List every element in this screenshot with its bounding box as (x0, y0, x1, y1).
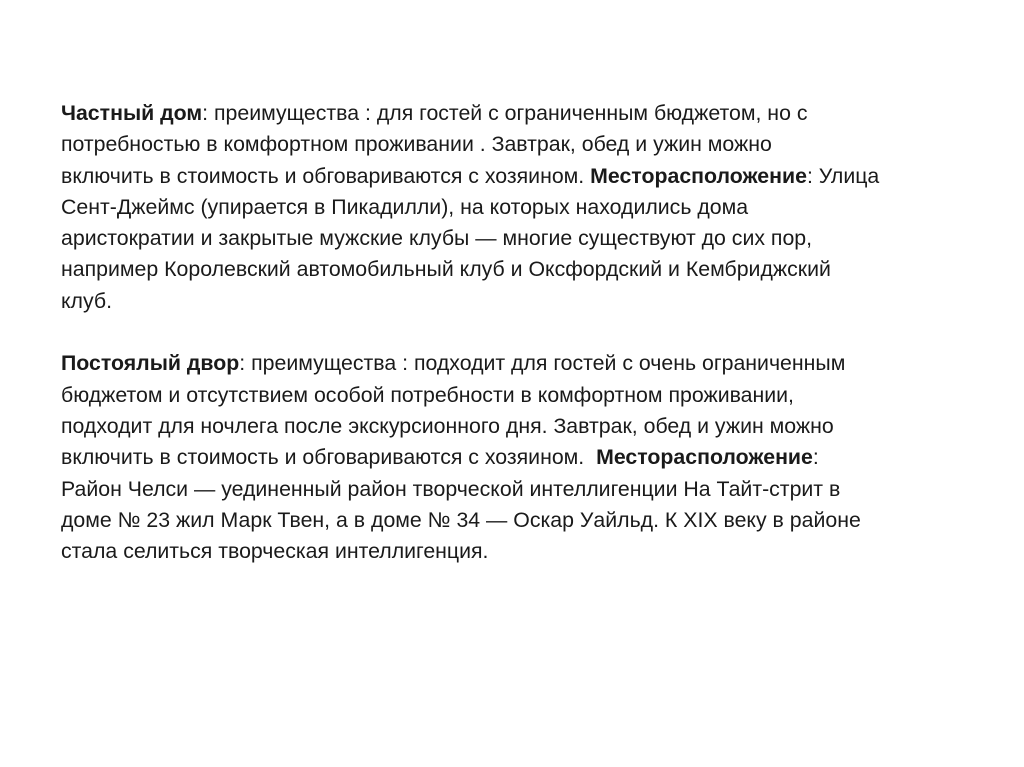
text-run: включить в стоимость и обговариваются с хозяином. (61, 445, 597, 470)
paragraph-line (61, 286, 961, 317)
paragraph-line (61, 192, 961, 223)
paragraph-line (61, 474, 961, 505)
paragraph-line (61, 161, 961, 192)
text-run: потребностью в комфортном проживании . Завтрак, обед и ужин можно (61, 132, 772, 157)
text-run: включить в стоимость и обговариваются с хозяином. (61, 163, 591, 188)
slide-text (61, 98, 961, 567)
paragraph-line (61, 505, 961, 536)
text-run: стала селиться творческая интеллигенция. (61, 539, 489, 564)
text-run: подходит для ночлега после экскурсионного дня. Завтрак, обед и ужин можно (61, 413, 834, 438)
text-run: : (812, 445, 819, 470)
text-run: аристократии и закрытые мужские клубы — многие существуют до сих пор, (61, 226, 813, 251)
text-run: : преимущества : подходит для гостей с очень ограниченным (239, 351, 846, 376)
text-run: Район Челси — уединенный район творческой интеллигенции На Тайт-стрит в (61, 476, 841, 501)
text-run: бюджетом и отсутствием особой потребности в комфортном проживании, (61, 382, 794, 407)
paragraph-line (61, 254, 961, 285)
heading-inn: Постоялый двор (61, 351, 240, 376)
heading-private-house: Частный дом (61, 101, 203, 125)
text-run: доме № 23 жил Марк Твен, а в доме № 34 — Оскар Уайльд. К XIX веку в районе (61, 507, 861, 532)
paragraph-line (61, 411, 961, 442)
label-location: Месторасположение (590, 163, 807, 188)
text-run: например Королевский автомобильный клуб и Оксфордский и Кембриджский (61, 257, 831, 282)
label-location: Месторасположение (596, 445, 813, 470)
paragraph-line (61, 442, 961, 473)
paragraph-line (61, 348, 961, 379)
text-run: : преимущества : для гостей с ограниченным бюджетом, но с (202, 101, 808, 125)
text-run: : Улица (806, 163, 880, 188)
text-run: Сент-Джеймс (упирается в Пикадилли), на которых находились дома (61, 194, 749, 219)
paragraph-line (61, 536, 961, 567)
paragraph-line (61, 223, 961, 254)
text-run: клуб. (61, 288, 112, 313)
paragraph-line (61, 98, 961, 129)
paragraph-line (61, 129, 961, 160)
paragraph-gap (61, 317, 961, 348)
paragraph-line (61, 380, 961, 411)
